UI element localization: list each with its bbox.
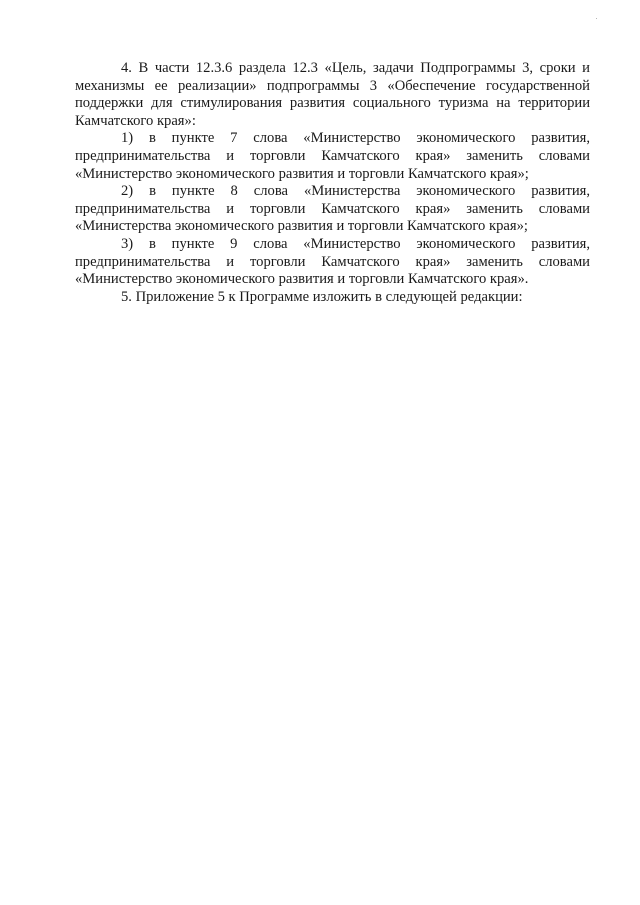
paragraph-item-5: 5. Приложение 5 к Программе изложить в следующей редакции: bbox=[121, 288, 523, 305]
subitem-1: 1) в пункте 7 слова «Министерство экономического развития, предпринимательства и торговли Камчатского края» заменить словами «Министерство экономического развития и торговли Камчатского края»; bbox=[75, 130, 590, 182]
subitem-3: 3) в пункте 9 слова «Министерство экономического развития, предпринимательства и торговли Камчатского края» заменить словами «Министерство экономического развития и торговли Камчатского края». bbox=[75, 235, 590, 288]
document-body bbox=[75, 60, 590, 306]
scan-speck bbox=[596, 18, 597, 19]
paragraph-item-4: 4. В части 12.3.6 раздела 12.3 «Цель, задачи Подпрограммы 3, сроки и механизмы ее реализации» подпрограммы 3 «Обеспечение государственной поддержки для стимулирования развития социального туризма на территории Камчатского края»: bbox=[75, 60, 590, 129]
subitem-2: 2) в пункте 8 слова «Министерства экономического развития, предпринимательства и торговли Камчатского края» заменить словами «Министерства экономического развития и торговли Камчатского края»; bbox=[75, 183, 590, 235]
